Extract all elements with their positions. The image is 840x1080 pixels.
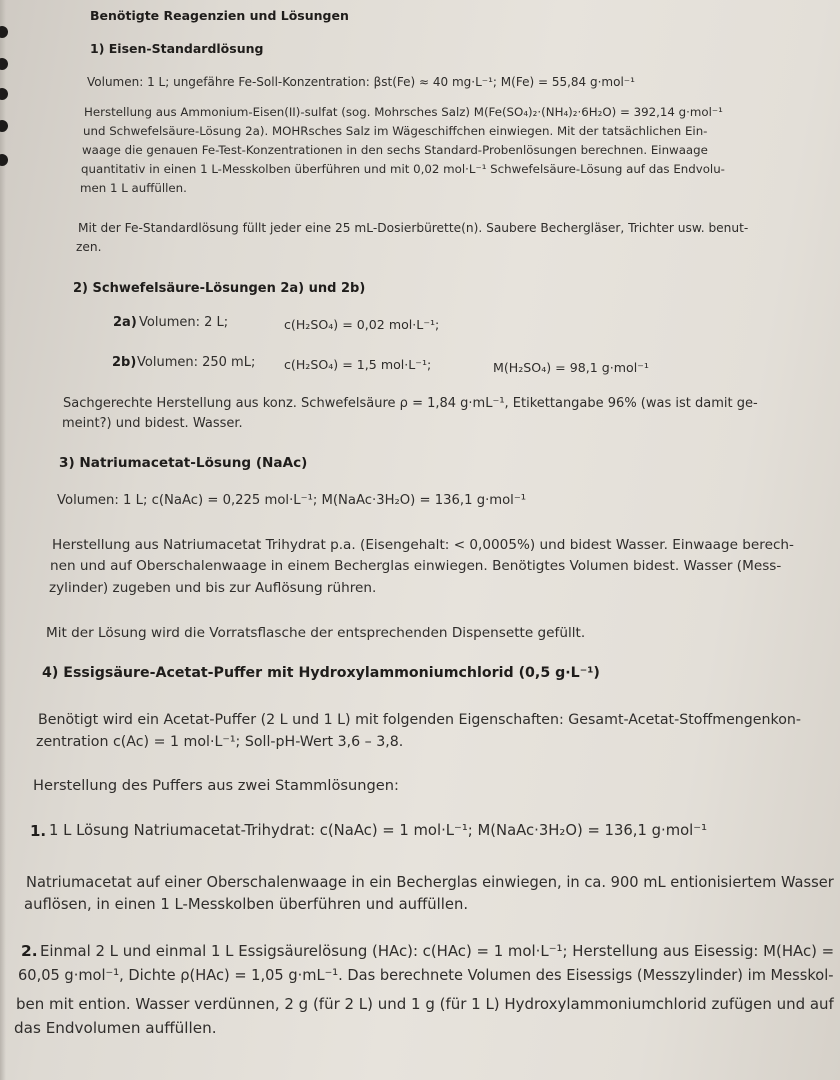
section-2-text-line: meint?) und bidest. Wasser.: [62, 416, 243, 431]
list-item-2-text-line: Einmal 2 L und einmal 1 L Essigsäurelösung (HAc): c(HAc) = 1 mol·L⁻¹; Herstellung aus Eisessig: M(HAc) =: [40, 942, 835, 960]
section-3-text-line: nen und auf Oberschalenwaage in einem Becherglas einwiegen. Benötigtes Volumen bidest. Wasser (Mess-: [50, 558, 782, 574]
section-1-text-line: zen.: [76, 240, 102, 254]
section-4-text-line: Herstellung des Puffers aus zwei Stammlösungen:: [33, 777, 399, 794]
punch-hole: [0, 120, 8, 132]
section-1-text-line: Herstellung aus Ammonium-Eisen(II)-sulfat (sog. Mohrsches Salz) M(Fe(SO₄)₂·(NH₄)₂·6H₂O) = 392,14 g·mol⁻¹: [84, 105, 723, 119]
section-2b-volume: Volumen: 250 mL;: [137, 355, 256, 370]
document-heading: Benötigte Reagenzien und Lösungen: [90, 8, 349, 23]
section-4-title: 4) Essigsäure-Acetat-Puffer mit Hydroxylammoniumchlorid (0,5 g·L⁻¹): [42, 665, 600, 681]
list-item-2-text-line: das Endvolumen auffüllen.: [14, 1019, 217, 1037]
section-2a-concentration: c(H₂SO₄) = 0,02 mol·L⁻¹;: [284, 317, 440, 332]
section-4-text-line: Benötigt wird ein Acetat-Puffer (2 L und 1 L) mit folgenden Eigenschaften: Gesamt-Acetat-Stoffmengenkon-: [38, 712, 802, 728]
punch-hole: [0, 26, 8, 38]
punch-hole: [0, 154, 8, 166]
list-item-2-number: 2.: [21, 942, 38, 960]
section-1-text-line: Mit der Fe-Standardlösung füllt jeder eine 25 mL-Dosierbürette(n). Saubere Bechergläser, Trichter usw. benut-: [78, 221, 749, 235]
section-2b-molar-mass: M(H₂SO₄) = 98,1 g·mol⁻¹: [493, 360, 649, 375]
list-item-2-text-line: ben mit ention. Wasser verdünnen, 2 g (für 2 L) und 1 g (für 1 L) Hydroxylammoniumchlorid zufügen und auf: [16, 995, 834, 1013]
section-4-text-line: auflösen, in einen 1 L-Messkolben überführen und auffüllen.: [24, 896, 469, 913]
list-item-2-text-line: 60,05 g·mol⁻¹, Dichte ρ(HAc) = 1,05 g·mL⁻¹. Das berechnete Volumen des Eisessigs (Messzylinder) im Messkol-: [18, 966, 834, 984]
section-2-title: 2) Schwefelsäure-Lösungen 2a) und 2b): [73, 281, 366, 296]
section-4-text-line: Natriumacetat auf einer Oberschalenwaage in ein Becherglas einwiegen, in ca. 900 mL entionisiertem Wasser: [26, 874, 834, 891]
section-3-title: 3) Natriumacetat-Lösung (NaAc): [59, 455, 308, 471]
section-1-text-line: waage die genauen Fe-Test-Konzentrationen in den sechs Standard-Probenlösungen berechnen. Einwaage: [82, 143, 708, 157]
punch-hole: [0, 88, 8, 100]
section-2b-label: 2b): [112, 355, 137, 370]
section-3-text-line: zylinder) zugeben und bis zur Auflösung rühren.: [49, 580, 377, 596]
section-1-title: 1) Eisen-Standardlösung: [90, 41, 264, 56]
list-item-1-number: 1.: [30, 822, 47, 840]
section-2-text-line: Sachgerechte Herstellung aus konz. Schwefelsäure ρ = 1,84 g·mL⁻¹, Etikettangabe 96% (was ist damit ge-: [63, 396, 758, 411]
section-3-text-line: Mit der Lösung wird die Vorratsflasche der entsprechenden Dispensette gefüllt.: [46, 625, 586, 641]
list-item-1-text: 1 L Lösung Natriumacetat-Trihydrat: c(NaAc) = 1 mol·L⁻¹; M(NaAc·3H₂O) = 136,1 g·mol⁻¹: [49, 822, 708, 839]
section-1-text-line: und Schwefelsäure-Lösung 2a). MOHRsches Salz im Wägeschiffchen einwiegen. Mit der tatsächlichen Ein-: [83, 124, 708, 138]
section-1-text-line: men 1 L auffüllen.: [80, 181, 187, 195]
section-1-text-line: quantitativ in einen 1 L-Messkolben überführen und mit 0,02 mol·L⁻¹ Schwefelsäure-Lösung auf das Endvolu-: [81, 162, 725, 176]
section-2a-volume: Volumen: 2 L;: [139, 315, 229, 330]
section-3-volumen: Volumen: 1 L; c(NaAc) = 0,225 mol·L⁻¹; M(NaAc·3H₂O) = 136,1 g·mol⁻¹: [57, 493, 527, 508]
section-4-text-line: zentration c(Ac) = 1 mol·L⁻¹; Soll-pH-Wert 3,6 – 3,8.: [36, 734, 404, 750]
section-3-text-line: Herstellung aus Natriumacetat Trihydrat p.a. (Eisengehalt: < 0,0005%) und bidest Wasser. Einwaage berech-: [52, 537, 794, 553]
section-1-volumen: Volumen: 1 L; ungefähre Fe-Soll-Konzentration: βst(Fe) ≈ 40 mg·L⁻¹; M(Fe) = 55,84 g·mol⁻¹: [87, 75, 635, 89]
punch-hole: [0, 58, 8, 70]
section-2b-concentration: c(H₂SO₄) = 1,5 mol·L⁻¹;: [284, 357, 432, 372]
section-2a-label: 2a): [113, 315, 137, 330]
